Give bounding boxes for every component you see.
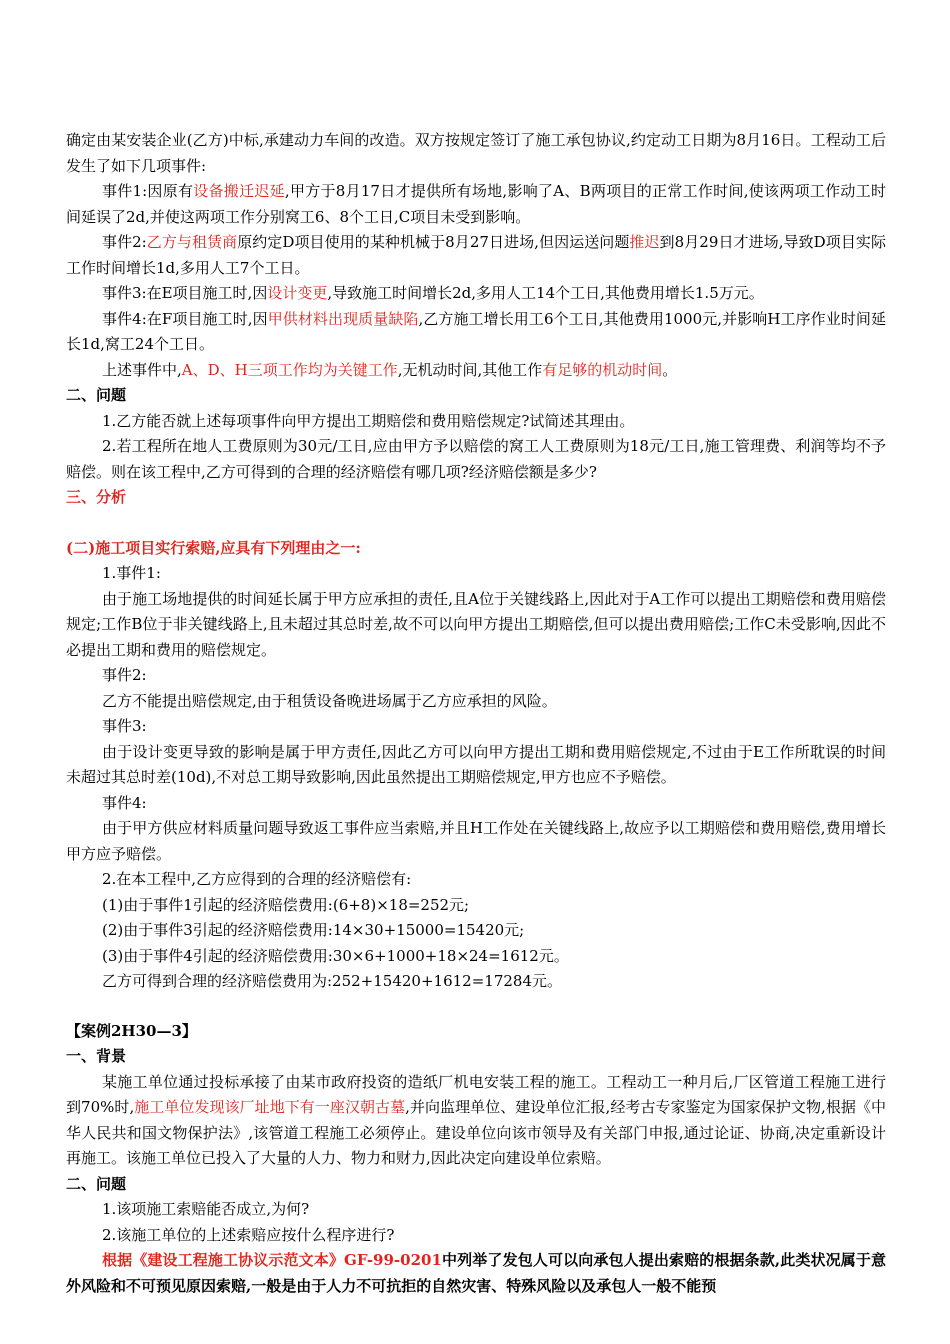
background-highlight: 施工单位发现该厂址地下有一座汉朝古墓: [134, 1098, 406, 1116]
analysis-heading: 三、分析: [66, 488, 127, 506]
intro-text: 确定由某安装企业(乙方)中标,承建动力车间的改造。双方按规定签订了施工承包协议,约定动工日期为8月16日。工程动工后发生了如下几项事件:: [66, 131, 886, 175]
compensation-item-3: (3)由于事件4引起的经济赔偿费用:30×6+1000+18×24=1612元。: [102, 946, 569, 965]
event-3-text: 事件3:在E项目施工时,因: [102, 284, 268, 302]
case-question-2: 2.该施工单位的上述索赔应按什么程序进行?: [102, 1225, 395, 1244]
compensation-item-2: (2)由于事件3引起的经济赔偿费用:14×30+15000=15420元;: [102, 921, 525, 939]
event-3-text-cont: ,导致施工时间增长2d,多用人工14个工日,其他费用增长1.5万元。: [327, 284, 764, 302]
compensation-title: 2.在本工程中,乙方应得到的合理的经济赔偿有:: [102, 870, 412, 888]
answer-3-title: 事件3:: [102, 717, 147, 735]
event-2-highlight: 乙方与租赁商: [146, 233, 238, 251]
event-4-highlight: 甲供材料出现质量缺陷: [267, 309, 419, 328]
event-2-text: 事件2:: [102, 233, 147, 251]
summary-text-end: 。: [662, 360, 678, 379]
case-answer-paragraph: [66, 1248, 886, 1299]
spacer: [66, 995, 886, 1019]
summary-highlight-2: 有足够的机动时间: [542, 360, 663, 379]
background-text-cont: ,并向监理单位、建设单位汇报,经考古专家鉴定为国家保护文物,根据《中华人民共和国文物保护法》,该管道工程施工必须停止。建设单位向该市领导及有关部门申报,通过论证、协商,决定重新设计再施工。该施工单位已投入了大量的人力、物力和财力,因此决定向建设单位索赔。: [66, 1098, 886, 1167]
answer-4-text: 由于甲方供应材料质量问题导致返工事件应当索赔,并且H工作处在关键线路上,故应予以工期赔偿和费用赔偿,费用增长甲方应予赔偿。: [66, 819, 886, 863]
case-answer-text: 中列举了发包人可以向承包人提出索赔的根据条款,此类状况属于意外风险和不可预见原因索赔,一般是由于人力不可抗拒的自然灾害、特殊风险以及承包人一般不能预: [66, 1251, 886, 1295]
event-2-highlight-2: 推迟: [629, 233, 660, 251]
answer-1-title: 1.事件1:: [102, 564, 161, 582]
answer-3-text: 由于设计变更导致的影响是属于甲方责任,因此乙方可以向甲方提出工期和费用赔偿规定,不过由于E工作所耽误的时间未超过其总时差(10d),不对总工期导致影响,因此虽然提出工期赔偿规定,甲方也应不予赔偿。: [66, 742, 886, 786]
event-4-paragraph: [66, 307, 886, 358]
event-3-paragraph: [66, 281, 886, 307]
document-page: [66, 128, 886, 1299]
event-4-text: 事件4:在F项目施工时,因: [102, 309, 268, 328]
compensation-total: 乙方可得到合理的经济赔偿费用为:252+15420+1612=17284元。: [102, 972, 562, 990]
event-1-text: 事件1:因原有: [102, 182, 194, 200]
case-answer-highlight: 根据《建设工程施工协议示范文本》GF-99-0201: [102, 1251, 442, 1269]
answer-2-title: 事件2:: [102, 666, 147, 684]
compensation-item-1: (1)由于事件1引起的经济赔偿费用:(6+8)×18=252元;: [102, 895, 470, 914]
event-2-text-end: 到8月29日才进场,导致D项目实际工作时间增长1d,多用人工7个工日。: [66, 233, 886, 277]
summary-text: 上述事件中,: [102, 360, 182, 379]
question-1: 1.乙方能否就上述每项事件向甲方提出工期赔偿和费用赔偿规定?试简述其理由。: [102, 411, 635, 430]
event-1-text-cont: ,甲方于8月17日才提供所有场地,影响了A、B两项目的正常工作时间,使该两项工作动工时间延误了2d,并使这两项工作分别窝工6、8个工日,C项目未受到影响。: [66, 182, 886, 226]
intro-paragraph: [66, 128, 886, 179]
background-heading: 一、背景: [66, 1047, 127, 1065]
background-paragraph: [66, 1070, 886, 1172]
answer-2-text: 乙方不能提出赔偿规定,由于租赁设备晚进场属于乙方应承担的风险。: [102, 691, 557, 710]
case-question-1: 1.该项施工索赔能否成立,为何?: [102, 1200, 310, 1218]
event-1-highlight: 设备搬迁迟延: [193, 182, 285, 200]
event-4-text-cont: ,乙方施工增长用工6个工日,其他费用1000元,并影响H工序作业时间延长1d,窝工24个工日。: [66, 309, 886, 353]
answer-4-title: 事件4:: [102, 793, 147, 812]
background-text: 某施工单位通过投标承接了由某市政府投资的造纸厂机电安装工程的施工。工程动工一种月后,厂区管道工程施工进行到70%时,: [66, 1072, 886, 1116]
analysis-subheading: (二)施工项目实行索赔,应具有下列理由之一:: [66, 538, 361, 557]
spacer: [66, 511, 886, 536]
case-questions-heading: 二、问题: [66, 1174, 127, 1193]
summary-text-cont: ,无机动时间,其他工作: [397, 360, 543, 379]
case-title: 【案例2H30—3】: [66, 1021, 197, 1040]
questions-heading: 二、问题: [66, 386, 127, 404]
summary-highlight-1: A、D、H三项工作均为关键工作: [181, 360, 398, 379]
event-2-paragraph: [66, 230, 886, 281]
answer-1-text: 由于施工场地提供的时间延长属于甲方应承担的责任,且A位于关键线路上,因此对于A工作可以提出工期赔偿和费用赔偿规定;工作B位于非关键线路上,且未超过其总时差,故不可以向甲方提出工期赔偿,但可以提出费用赔偿;工作C未受影响,因此不必提出工期和费用的赔偿规定。: [66, 589, 886, 659]
question-2: 2.若工程所在地人工费原则为30元/工日,应由甲方予以赔偿的窝工人工费原则为18元/工日,施工管理费、利润等均不予赔偿。则在该工程中,乙方可得到的合理的经济赔偿有哪几项?经济赔偿额是多少?: [66, 437, 886, 481]
event-2-text-cont: 原约定D项目使用的某种机械于8月27日进场,但因运送问题: [237, 233, 630, 251]
event-3-highlight: 设计变更: [267, 284, 328, 302]
summary-paragraph: [66, 358, 886, 384]
event-1-paragraph: [66, 179, 886, 230]
